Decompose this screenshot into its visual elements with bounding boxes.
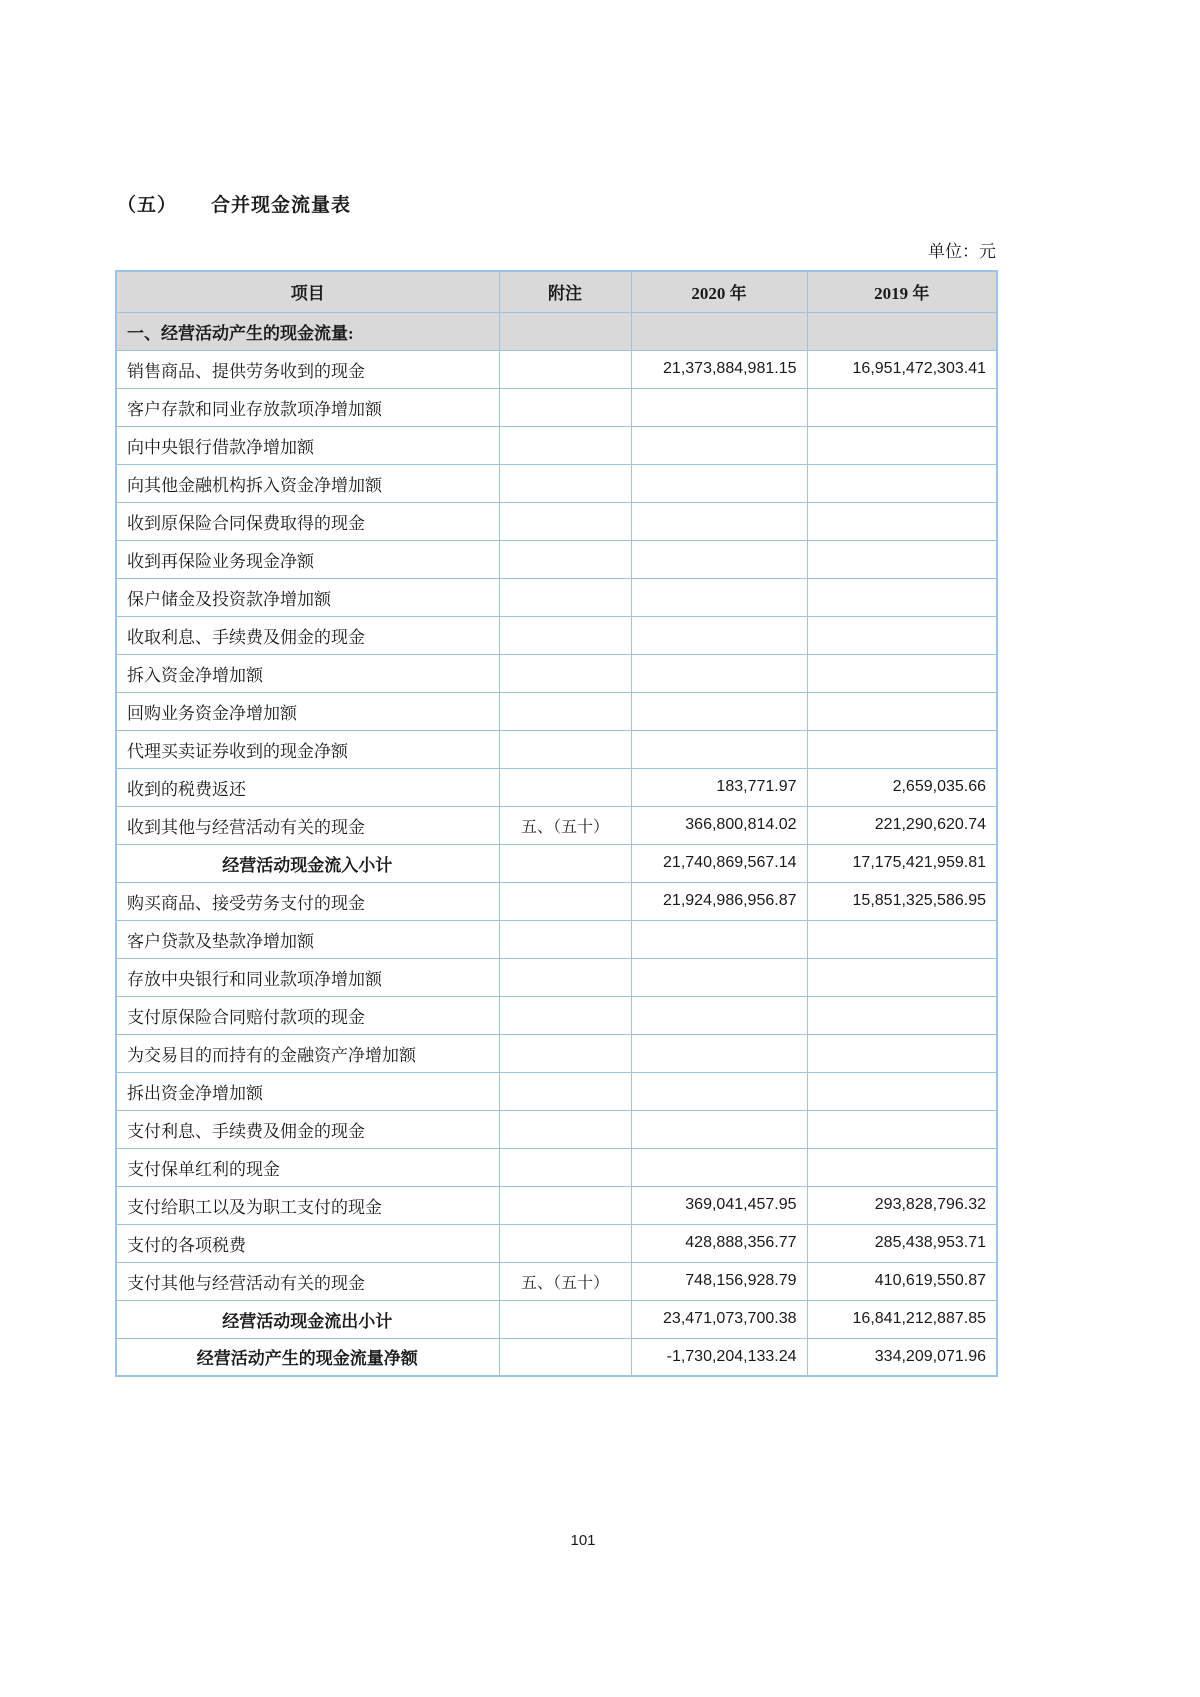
table-row (116, 388, 997, 426)
value-cell-2020 (631, 616, 807, 654)
table-row (116, 996, 997, 1034)
value-cell-2019: 15,851,325,586.95 (807, 882, 997, 920)
value-cell-2019: 17,175,421,959.81 (807, 844, 997, 882)
column-header-note: 附注 (499, 271, 631, 312)
value-cell-2020 (631, 464, 807, 502)
value-cell-2020: 428,888,356.77 (631, 1224, 807, 1262)
table-row (116, 426, 997, 464)
value-cell-2019 (807, 692, 997, 730)
cash-flow-table-wrap (115, 270, 996, 1377)
value-cell-2019 (807, 958, 997, 996)
value-cell-2020 (631, 1072, 807, 1110)
value-cell-2019 (807, 540, 997, 578)
value-cell-2019 (807, 578, 997, 616)
table-row (116, 1262, 997, 1300)
table-row (116, 1338, 997, 1376)
note-cell (499, 312, 631, 350)
value-cell-2020 (631, 996, 807, 1034)
value-cell-2020: 748,156,928.79 (631, 1262, 807, 1300)
note-cell (499, 1186, 631, 1224)
note-cell: 五、（五十） (499, 1262, 631, 1300)
item-cell: 收到其他与经营活动有关的现金 (116, 806, 499, 844)
table-row (116, 654, 997, 692)
value-cell-2019 (807, 920, 997, 958)
item-cell: 经营活动现金流入小计 (116, 844, 499, 882)
value-cell-2020: 366,800,814.02 (631, 806, 807, 844)
item-cell: 支付其他与经营活动有关的现金 (116, 1262, 499, 1300)
note-cell (499, 616, 631, 654)
table-row (116, 350, 997, 388)
table-header (116, 271, 997, 312)
note-cell (499, 1338, 631, 1376)
page-number: 101 (570, 1532, 596, 1549)
note-cell (499, 350, 631, 388)
table-row (116, 1186, 997, 1224)
note-cell (499, 1300, 631, 1338)
value-cell-2019 (807, 996, 997, 1034)
value-cell-2020 (631, 312, 807, 350)
value-cell-2020 (631, 502, 807, 540)
value-cell-2019 (807, 1034, 997, 1072)
note-cell (499, 1224, 631, 1262)
table-row (116, 806, 997, 844)
note-cell (499, 654, 631, 692)
value-cell-2020: -1,730,204,133.24 (631, 1338, 807, 1376)
section-title-text: 合并现金流量表 (211, 195, 352, 216)
note-cell (499, 958, 631, 996)
item-cell: 向中央银行借款净增加额 (116, 426, 499, 464)
item-cell: 回购业务资金净增加额 (116, 692, 499, 730)
item-cell: 一、经营活动产生的现金流量: (116, 312, 499, 350)
item-cell: 拆入资金净增加额 (116, 654, 499, 692)
value-cell-2019: 16,841,212,887.85 (807, 1300, 997, 1338)
value-cell-2020 (631, 958, 807, 996)
item-cell: 经营活动产生的现金流量净额 (116, 1338, 499, 1376)
note-cell (499, 388, 631, 426)
note-cell (499, 1072, 631, 1110)
value-cell-2019 (807, 730, 997, 768)
value-cell-2020 (631, 654, 807, 692)
note-cell (499, 578, 631, 616)
value-cell-2020 (631, 426, 807, 464)
note-cell (499, 1034, 631, 1072)
value-cell-2020: 21,924,986,956.87 (631, 882, 807, 920)
item-cell: 收到原保险合同保费取得的现金 (116, 502, 499, 540)
table-row (116, 578, 997, 616)
value-cell-2019: 334,209,071.96 (807, 1338, 997, 1376)
header-row (116, 271, 997, 312)
section-title-index: （五） (117, 195, 178, 216)
value-cell-2020: 21,373,884,981.15 (631, 350, 807, 388)
value-cell-2019 (807, 1072, 997, 1110)
table-row (116, 502, 997, 540)
value-cell-2020 (631, 540, 807, 578)
value-cell-2020 (631, 1034, 807, 1072)
value-cell-2020 (631, 730, 807, 768)
value-cell-2019 (807, 312, 997, 350)
item-cell: 拆出资金净增加额 (116, 1072, 499, 1110)
item-cell: 收取利息、手续费及佣金的现金 (116, 616, 499, 654)
note-cell: 五、（五十） (499, 806, 631, 844)
value-cell-2020 (631, 920, 807, 958)
value-cell-2019 (807, 502, 997, 540)
item-cell: 保户储金及投资款净增加额 (116, 578, 499, 616)
note-cell (499, 1148, 631, 1186)
item-cell: 经营活动现金流出小计 (116, 1300, 499, 1338)
item-cell: 收到再保险业务现金净额 (116, 540, 499, 578)
value-cell-2019: 16,951,472,303.41 (807, 350, 997, 388)
table-body (116, 312, 997, 1376)
table-row (116, 540, 997, 578)
value-cell-2019 (807, 616, 997, 654)
value-cell-2019 (807, 388, 997, 426)
value-cell-2020: 369,041,457.95 (631, 1186, 807, 1224)
section-title (117, 190, 351, 217)
value-cell-2019 (807, 464, 997, 502)
value-cell-2020 (631, 578, 807, 616)
table-row (116, 464, 997, 502)
item-cell: 支付保单红利的现金 (116, 1148, 499, 1186)
item-cell: 为交易目的而持有的金融资产净增加额 (116, 1034, 499, 1072)
note-cell (499, 844, 631, 882)
note-cell (499, 692, 631, 730)
column-header-2020: 2020 年 (631, 271, 807, 312)
table-row (116, 1072, 997, 1110)
cash-flow-table (115, 270, 998, 1377)
item-cell: 销售商品、提供劳务收到的现金 (116, 350, 499, 388)
value-cell-2020 (631, 1148, 807, 1186)
item-cell: 客户存款和同业存放款项净增加额 (116, 388, 499, 426)
value-cell-2019 (807, 1110, 997, 1148)
value-cell-2019 (807, 654, 997, 692)
note-cell (499, 996, 631, 1034)
table-row (116, 1300, 997, 1338)
table-row (116, 730, 997, 768)
note-cell (499, 502, 631, 540)
table-row (116, 844, 997, 882)
item-cell: 支付给职工以及为职工支付的现金 (116, 1186, 499, 1224)
column-header-2019: 2019 年 (807, 271, 997, 312)
item-cell: 购买商品、接受劳务支付的现金 (116, 882, 499, 920)
note-cell (499, 730, 631, 768)
value-cell-2020 (631, 692, 807, 730)
item-cell: 支付原保险合同赔付款项的现金 (116, 996, 499, 1034)
item-cell: 存放中央银行和同业款项净增加额 (116, 958, 499, 996)
value-cell-2019: 2,659,035.66 (807, 768, 997, 806)
item-cell: 代理买卖证券收到的现金净额 (116, 730, 499, 768)
value-cell-2019: 221,290,620.74 (807, 806, 997, 844)
item-cell: 向其他金融机构拆入资金净增加额 (116, 464, 499, 502)
value-cell-2019: 410,619,550.87 (807, 1262, 997, 1300)
table-row (116, 882, 997, 920)
table-row (116, 958, 997, 996)
note-cell (499, 540, 631, 578)
table-row (116, 1110, 997, 1148)
value-cell-2019 (807, 426, 997, 464)
note-cell (499, 768, 631, 806)
value-cell-2019: 293,828,796.32 (807, 1186, 997, 1224)
table-row (116, 312, 997, 350)
item-cell: 支付的各项税费 (116, 1224, 499, 1262)
value-cell-2020: 23,471,073,700.38 (631, 1300, 807, 1338)
value-cell-2020: 183,771.97 (631, 768, 807, 806)
value-cell-2020: 21,740,869,567.14 (631, 844, 807, 882)
unit-label: 单位：元 (928, 242, 996, 261)
table-row (116, 1224, 997, 1262)
note-cell (499, 1110, 631, 1148)
item-cell: 收到的税费返还 (116, 768, 499, 806)
note-cell (499, 464, 631, 502)
value-cell-2019: 285,438,953.71 (807, 1224, 997, 1262)
note-cell (499, 882, 631, 920)
item-cell: 客户贷款及垫款净增加额 (116, 920, 499, 958)
item-cell: 支付利息、手续费及佣金的现金 (116, 1110, 499, 1148)
note-cell (499, 426, 631, 464)
table-row (116, 920, 997, 958)
value-cell-2020 (631, 1110, 807, 1148)
table-row (116, 616, 997, 654)
table-row (116, 768, 997, 806)
value-cell-2020 (631, 388, 807, 426)
table-row (116, 692, 997, 730)
column-header-item: 项目 (116, 271, 499, 312)
value-cell-2019 (807, 1148, 997, 1186)
note-cell (499, 920, 631, 958)
table-row (116, 1148, 997, 1186)
table-row (116, 1034, 997, 1072)
